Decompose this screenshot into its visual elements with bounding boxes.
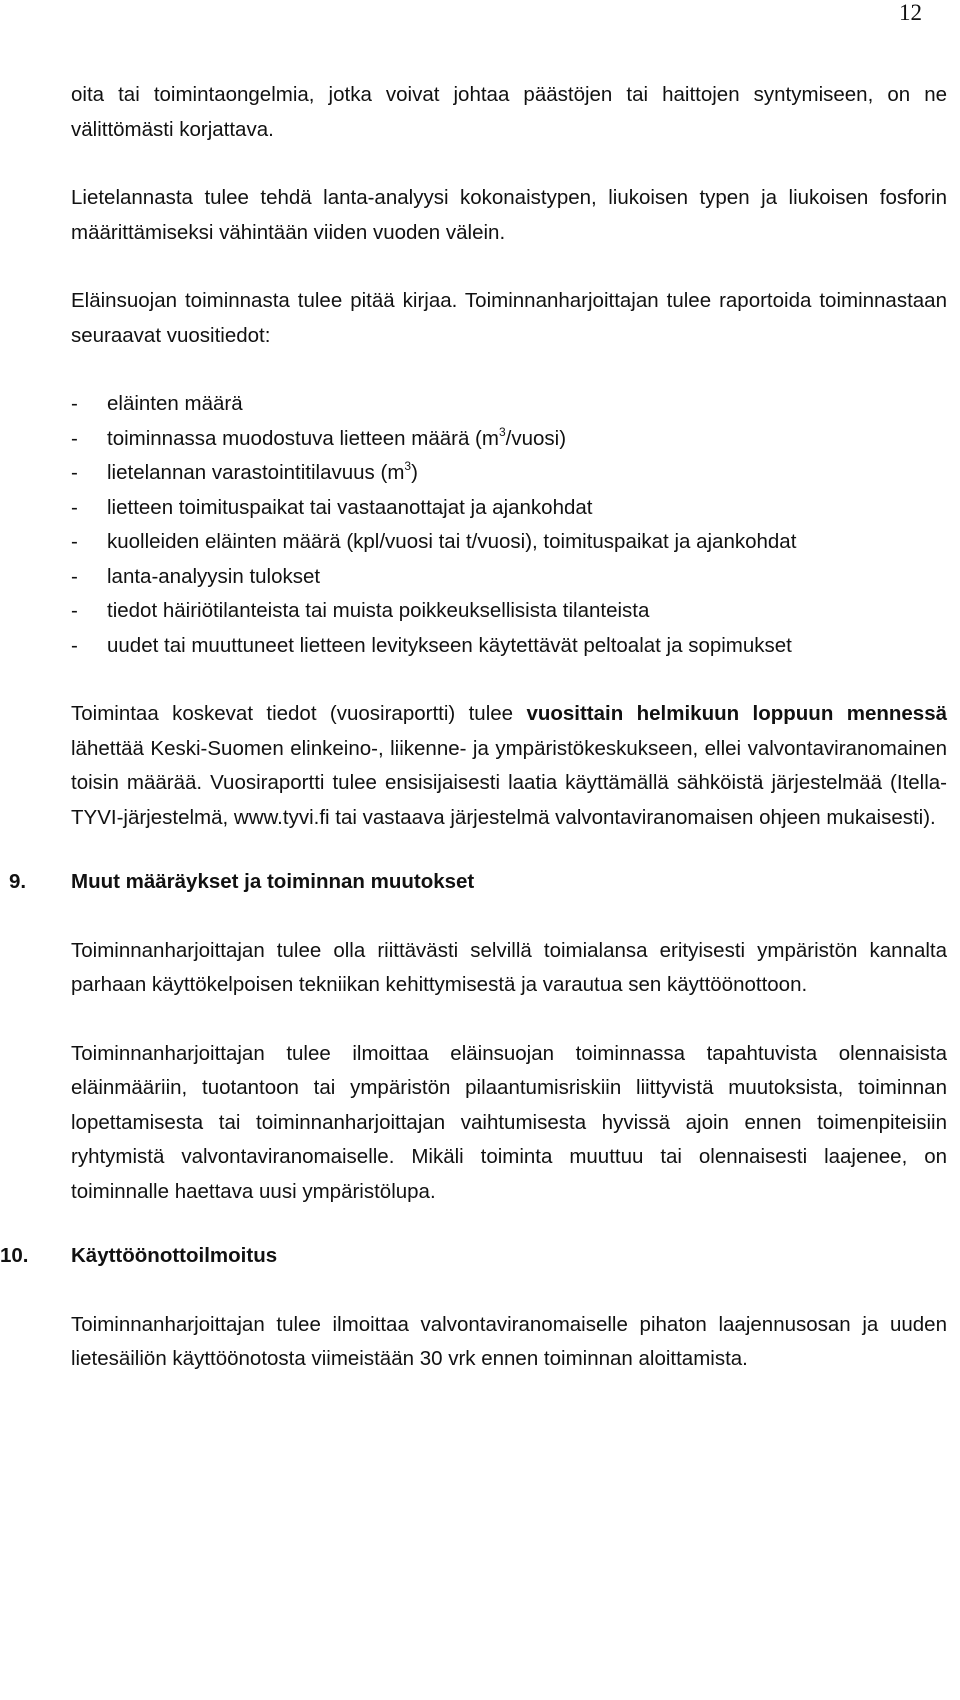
section-number: 10. [0, 1244, 29, 1267]
list-dash: - [71, 599, 78, 622]
list-item-text: lanta-analyysin tulokset [107, 564, 321, 588]
list-item [71, 387, 947, 422]
paragraph-best-technique: Toiminnanharjoittajan tulee olla riittävästi selvillä toimialansa erityisesti ympäristön kannalta parhaan käyttökelpoisen tekniikan kehittymisestä ja varautua sen käyttöönottoon. [71, 938, 947, 996]
section-title: Muut määräykset ja toiminnan muutokset [71, 870, 475, 893]
list-item-text: lietelannan varastointitilavuus (m [107, 461, 405, 484]
list-item-text: eläinten määrä [107, 392, 243, 415]
paragraph-reporting-intro: Eläinsuojan toiminnasta tulee pitää kirjaa. Toiminnanharjoittajan tulee raportoida toiminnastaan seuraavat vuositiedot: [71, 289, 947, 347]
list-item-text: ) [411, 461, 418, 484]
paragraph-malfunctions: oita tai toimintaongelmia, jotka voivat johtaa päästöjen tai haittojen syntymiseen, on ne välittömästi korjattava. [71, 83, 947, 141]
annual-report-text: lähettää Keski-Suomen elinkeino-, liikenne- ja ympäristökeskukseen, ellei valvontaviranomainen toisin määrää. Vuosiraportti tulee ensisijaisesti laatia käyttämällä sähköistä järjestelmää (Itella-TYVI-järjestelmä, www.tyvi.fi tai vastaava järjestelmä valvontaviranomaisen ohjeen mukaisesti). [71, 736, 947, 829]
list-item-text: lietteen toimituspaikat tai vastaanottajat ja ajankohdat [107, 495, 593, 519]
section-heading-9 [9, 865, 947, 900]
list-dash: - [71, 564, 78, 588]
list-dash: - [71, 530, 78, 553]
paragraph-manure-analysis: Lietelannasta tulee tehdä lanta-analyysi kokonaistypen, liukoisen typen ja liukoisen fosforin määrittämiseksi vähintään viiden vuoden välein. [71, 186, 947, 244]
list-item [71, 594, 947, 629]
list-dash: - [71, 392, 78, 415]
superscript: 3 [404, 459, 412, 473]
annual-report-text: Toimintaa koskevat tiedot (vuosiraportti) tulee [71, 702, 527, 725]
list-item [71, 525, 947, 560]
section-number: 9. [9, 870, 27, 893]
list-dash: - [71, 461, 78, 484]
list-item-text: toiminnassa muodostuva lietteen määrä (m [107, 426, 499, 450]
document-body [0, 78, 947, 1377]
list-dash: - [71, 426, 78, 450]
deadline-emphasis: vuosittain helmikuun loppuun mennessä [526, 702, 947, 725]
page-number: 12 [899, 0, 922, 25]
annual-data-list [71, 387, 947, 663]
list-item-text: uudet tai muuttuneet lietteen levitykseen käytettävät peltoalat ja sopimukset [107, 633, 792, 657]
list-item-text: kuolleiden eläinten määrä (kpl/vuosi tai t/vuosi), toimituspaikat ja ajankohdat [107, 530, 797, 553]
list-item-text: /vuosi) [505, 426, 567, 450]
list-item [71, 456, 947, 491]
section-title: Käyttöönottoilmoitus [71, 1244, 278, 1267]
list-dash: - [71, 495, 78, 519]
list-item [71, 491, 947, 526]
list-dash: - [71, 633, 78, 657]
paragraph-commissioning: Toiminnanharjoittajan tulee ilmoittaa valvontaviranomaiselle pihaton laajennusosan ja uuden lietesäiliön käyttöönotosta viimeistään 30 vrk ennen toiminnan aloittamista. [71, 1312, 947, 1370]
list-item [71, 422, 947, 457]
superscript: 3 [498, 424, 506, 439]
section-heading-10 [0, 1239, 947, 1274]
list-item-text: tiedot häiriötilanteista tai muista poikkeuksellisista tilanteista [107, 599, 650, 622]
paragraph-annual-report [71, 697, 947, 835]
list-item [71, 560, 947, 595]
paragraph-change-notification: Toiminnanharjoittajan tulee ilmoittaa eläinsuojan toiminnassa tapahtuvista olennaisista eläinmääriin, tuotantoon tai ympäristön pilaantumisriskiin liittyvistä muutoksista, toiminnan lopettamisesta tai toiminnanharjoittajan vaihtumisesta hyvissä ajoin ennen toimenpiteisiin ryhtymistä valvontaviranomaiselle. Mikäli toiminta muuttuu tai olennaisesti laajenee, on toiminnalle haettava uusi ympäristölupa. [71, 1041, 947, 1203]
list-item [71, 629, 947, 664]
